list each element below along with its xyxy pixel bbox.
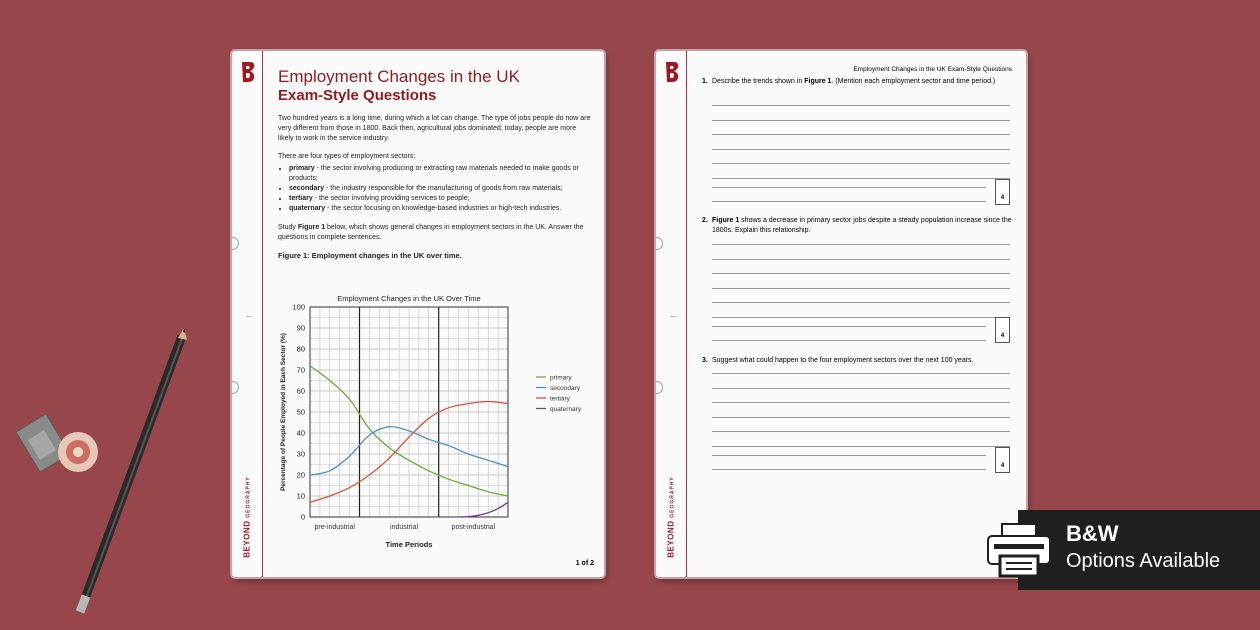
worksheet-page-1 — [232, 51, 604, 577]
legend-label-tertiary: tertiary — [550, 395, 570, 403]
punch-hole — [232, 381, 239, 394]
legend-label-secondary: secondary — [550, 385, 580, 392]
page-2-header: Employment Changes in the UK Exam-Style Questions — [853, 66, 1012, 73]
answer-lines-2[interactable] — [712, 244, 1010, 331]
x-axis-label: Time Periods — [385, 540, 433, 549]
answer-lines-1[interactable] — [712, 105, 1010, 192]
worksheet-page-2 — [656, 51, 1026, 577]
page-subtitle: Exam-Style Questions — [278, 87, 437, 104]
answer-line[interactable] — [712, 469, 986, 470]
marks-box: 4 — [995, 447, 1010, 473]
desk-decoration — [0, 0, 260, 630]
brand-label: BEYOND GEOGRAPHY — [666, 476, 676, 558]
page-margin — [656, 51, 687, 577]
list-item: • quaternary - the sector focusing on knowledge-based industries or high-tech industries. — [289, 204, 592, 214]
y-tick-label: 70 — [296, 365, 305, 375]
bw-options-banner[interactable] — [1018, 510, 1260, 590]
y-tick-label: 40 — [296, 428, 305, 438]
fold-mark — [246, 316, 252, 317]
beyond-logo-icon — [240, 61, 256, 83]
banner-subtitle: Options Available — [1066, 550, 1221, 572]
y-tick-label: 80 — [296, 344, 305, 354]
punch-hole — [232, 237, 239, 250]
y-tick-label: 10 — [296, 491, 305, 501]
fold-mark — [670, 316, 676, 317]
page-margin — [232, 51, 263, 577]
y-tick-label: 30 — [296, 449, 305, 459]
legend-label-primary: primary — [550, 374, 572, 382]
list-item: • primary - the sector involving producing or extracting raw materials needed to make goods or products; — [289, 164, 592, 184]
answer-line[interactable] — [712, 201, 986, 202]
y-tick-label: 90 — [296, 323, 305, 333]
employment-chart — [274, 287, 594, 549]
page-1-content — [278, 67, 592, 263]
answer-line[interactable] — [712, 340, 986, 341]
x-period-label: pre-industrial — [314, 524, 355, 531]
list-item: • secondary - the industry responsible for the manufacturing of goods from raw materials; — [289, 184, 592, 194]
legend-label-quaternary: quaternary — [550, 406, 582, 413]
study-instruction: Study Figure 1 below, which shows general changes in employment sectors in the UK. Answer the questions in complete sentences. — [278, 224, 584, 241]
page-number: 1 of 2 — [575, 560, 594, 567]
question-2: 2. Figure 1 shows a decrease in primary sector jobs despite a steady population increase since the 1800s. Explain this relationship. — [702, 217, 1012, 234]
sector-list — [278, 164, 592, 214]
marks-box: 4 — [995, 179, 1010, 205]
sectors-intro: There are four types of employment sectors: — [278, 153, 416, 160]
sharpener-icon — [16, 414, 98, 472]
answer-lines-3[interactable] — [712, 373, 1010, 460]
y-axis-label: Percentage of People Employed in Each Sector (%) — [280, 333, 287, 491]
question-3: 3. Suggest what could happen to the four employment sectors over the next 100 years. — [702, 357, 974, 364]
intro-paragraph: Two hundred years is a long time, during which a lot can change. The type of jobs people do now are very different from those in 1800. Back then, agricultural jobs dominated; today, people are more likely to work in the service industry. — [278, 115, 591, 142]
y-tick-label: 0 — [300, 512, 305, 522]
y-tick-label: 100 — [292, 302, 305, 312]
beyond-logo-icon — [664, 61, 680, 83]
chart-title: Employment Changes in the UK Over Time — [337, 294, 481, 303]
brand-label: BEYOND GEOGRAPHY — [242, 476, 252, 558]
banner-title: B&W — [1066, 521, 1119, 546]
question-1: 1. Describe the trends shown in Figure 1. (Mention each employment sector and time period.) — [702, 78, 996, 85]
punch-hole — [656, 381, 663, 394]
punch-hole — [656, 237, 663, 250]
y-tick-label: 50 — [296, 407, 305, 417]
marks-box: 4 — [995, 317, 1010, 343]
y-tick-label: 60 — [296, 386, 305, 396]
answer-line[interactable] — [712, 187, 986, 188]
answer-line[interactable] — [712, 455, 986, 456]
page-title: Employment Changes in the UK — [278, 67, 520, 86]
y-tick-label: 20 — [296, 470, 305, 480]
figure-caption: Figure 1: Employment changes in the UK over time. — [278, 251, 462, 260]
printer-icon — [986, 522, 1052, 578]
answer-line[interactable] — [712, 326, 986, 327]
pencil-icon — [80, 328, 187, 612]
list-item: • tertiary - the sector involving providing services to people; — [289, 194, 592, 204]
x-period-label: post-industrial — [451, 524, 496, 531]
x-period-label: industrial — [390, 524, 419, 531]
series-line-quaternary — [459, 502, 509, 517]
